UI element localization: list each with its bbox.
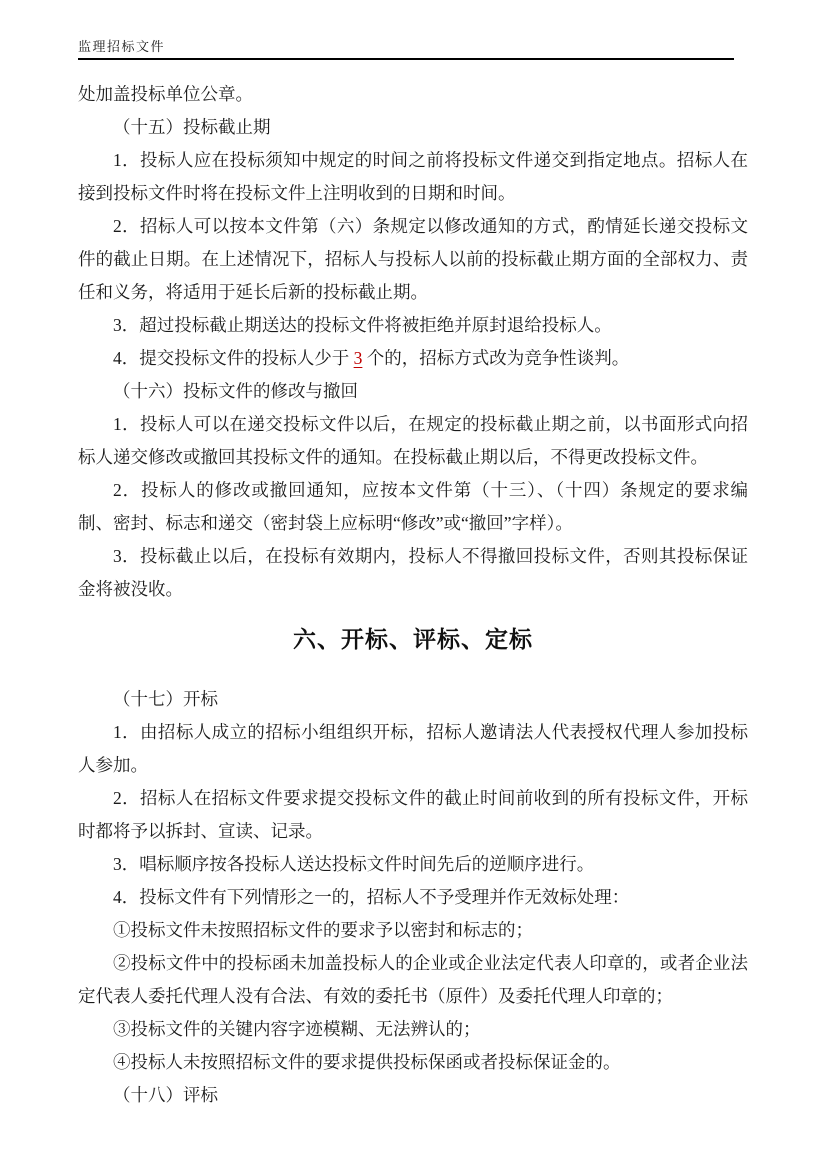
document-body — [78, 78, 748, 1112]
paragraph: 3．唱标顺序按各投标人送达投标文件时间先后的逆顺序进行。 — [113, 854, 595, 874]
paragraph: 2．投标人的修改或撤回通知，应按本文件第（十三）、（十四）条规定的要求编制、密封、标志和递交（密封袋上应标明“修改”或“撤回”字样）。 — [78, 480, 748, 533]
paragraph: 处加盖投标单位公章。 — [78, 84, 253, 104]
paragraph: 1．由招标人成立的招标小组组织开标，招标人邀请法人代表授权代理人参加投标人参加。 — [78, 722, 748, 775]
paragraph: 1．投标人应在投标须知中规定的时间之前将投标文件递交到指定地点。招标人在接到投标文件时将在投标文件上注明收到的日期和时间。 — [78, 150, 748, 203]
paragraph: （十六）投标文件的修改与撤回 — [113, 381, 358, 401]
paragraph: ②投标文件中的投标函未加盖投标人的企业或企业法定代表人印章的，或者企业法定代表人委托代理人没有合法、有效的委托书（原件）及委托代理人印章的； — [78, 953, 748, 1006]
paragraph: ③投标文件的关键内容字迹模糊、无法辨认的； — [113, 1019, 481, 1039]
paragraph: （十七）开标 — [113, 689, 218, 709]
header-rule — [78, 58, 734, 60]
paragraph: ①投标文件未按照招标文件的要求予以密封和标志的； — [113, 920, 533, 940]
paragraph: ④投标人未按照招标文件的要求提供投标保函或者投标保证金的。 — [113, 1052, 621, 1072]
highlighted-number: 3 — [353, 348, 363, 368]
paragraph — [78, 342, 748, 375]
paragraph-text: 4．提交投标文件的投标人少于 — [113, 348, 354, 368]
paragraph: （十八）评标 — [113, 1085, 218, 1105]
paragraph: 2．招标人在招标文件要求提交投标文件的截止时间前收到的所有投标文件，开标时都将予以拆封、宣读、记录。 — [78, 788, 748, 841]
page-header — [78, 38, 734, 60]
section-heading: 六、开标、评标、定标 — [293, 626, 533, 652]
paragraph: （十五）投标截止期 — [113, 117, 271, 137]
paragraph: 3．投标截止以后，在投标有效期内，投标人不得撤回投标文件，否则其投标保证金将被没收。 — [78, 546, 748, 599]
paragraph: 1．投标人可以在递交投标文件以后，在规定的投标截止期之前，以书面形式向招标人递交修改或撤回其投标文件的通知。在投标截止期以后，不得更改投标文件。 — [78, 414, 748, 467]
header-title: 监理招标文件 — [78, 39, 166, 54]
paragraph: 4．投标文件有下列情形之一的，招标人不予受理并作无效标处理： — [113, 887, 630, 907]
paragraph: 2．招标人可以按本文件第（六）条规定以修改通知的方式，酌情延长递交投标文件的截止日期。在上述情况下，招标人与投标人以前的投标截止期方面的全部权力、责任和义务，将适用于延长后新的投标截止期。 — [78, 216, 748, 302]
paragraph: 3．超过投标截止期送达的投标文件将被拒绝并原封退给投标人。 — [113, 315, 612, 335]
paragraph-text: 个的，招标方式改为竞争性谈判。 — [362, 348, 630, 368]
